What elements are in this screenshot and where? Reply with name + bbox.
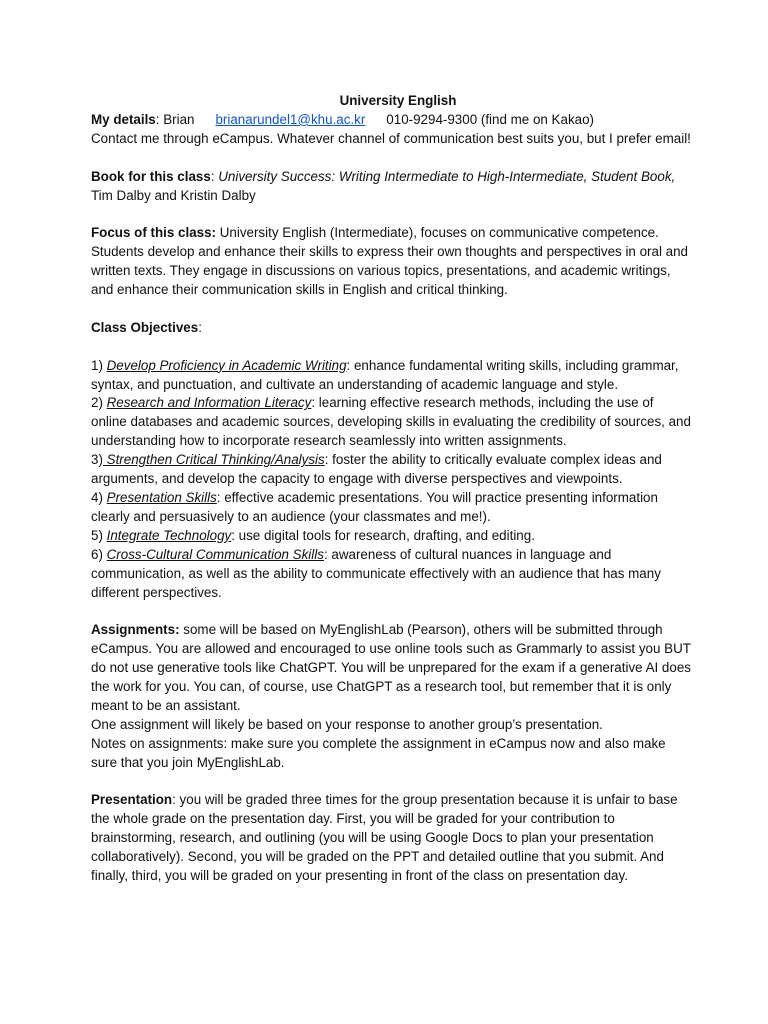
details-sep: : — [155, 111, 164, 127]
objective-item-5 — [91, 527, 691, 546]
objective-title: Develop Proficiency in Academic Writing — [106, 357, 347, 373]
phone-number: 010-9294-9300 (find me on Kakao) — [386, 111, 594, 127]
details-line — [91, 111, 691, 130]
book-sep: : — [210, 168, 219, 184]
objective-text: : foster the ability to critically evaluate complex ideas and arguments, and develop the capacity to engage with diverse perspectives and viewpoints. — [91, 452, 662, 487]
objective-item-1 — [91, 357, 691, 395]
objective-text: : enhance fundamental writing skills, including grammar, syntax, and punctuation, and cultivate an understanding of academic language and style. — [91, 357, 679, 392]
objectives-colon: : — [198, 319, 202, 335]
details-label: My details — [91, 111, 156, 127]
presentation-label: Presentation — [91, 792, 173, 808]
objectives-heading — [91, 319, 691, 338]
assignments-label: Assignments: — [91, 622, 180, 638]
book-title: University Success: Writing Intermediate to High-Intermediate, Student Book, — [218, 168, 676, 184]
objective-text: : learning effective research methods, including the use of online databases and academic sources, developing skills in evaluating the credibility of sources, and understanding how to incorporate research seamlessly into written assignments. — [91, 395, 691, 449]
objectives-label: Class Objectives — [91, 319, 199, 335]
objective-number: 6) — [91, 546, 107, 562]
objective-number: 1) — [91, 357, 107, 373]
objective-number: 3) — [91, 452, 103, 468]
objective-number: 5) — [91, 527, 107, 543]
focus-paragraph — [91, 224, 691, 300]
focus-text: University English (Intermediate), focuses on communicative competence. Students develop and enhance their skills to express their own thoughts and perspectives in oral and written texts. They engage in discussions on various topics, presentations, and academic writings, and enhance their communication skills in English and critical thinking. — [91, 225, 688, 298]
book-label: Book for this class — [91, 168, 211, 184]
objective-title: Research and Information Literacy — [106, 395, 312, 411]
instructor-name: Brian — [163, 111, 195, 127]
objective-item-6 — [91, 546, 691, 603]
objective-item-2 — [91, 394, 691, 451]
assignments-line-3: Notes on assignments: make sure you complete the assignment in eCampus now and also make sure that you join MyEnglishLab. — [91, 735, 666, 770]
objective-title: Strengthen Critical Thinking/Analysis — [102, 452, 325, 468]
objective-title: Presentation Skills — [106, 489, 217, 505]
assignments-line-2: One assignment will likely be based on your response to another group’s presentation. — [91, 716, 603, 732]
objective-title: Integrate Technology — [106, 527, 232, 543]
assignments-paragraph — [91, 621, 691, 716]
objective-number: 2) — [91, 395, 107, 411]
focus-label: Focus of this class: — [91, 225, 217, 241]
objective-text: : awareness of cultural nuances in language and communication, as well as the ability to communicate effectively with an audience that has many different perspectives. — [91, 546, 661, 600]
document-page — [91, 92, 691, 886]
objective-number: 4) — [91, 489, 107, 505]
objective-title: Cross-Cultural Communication Skills — [106, 546, 324, 562]
presentation-text: : you will be graded three times for the group presentation because it is unfair to base the whole grade on the presentation day. First, you will be graded for your contribution to brainstorming, research, and outlining (you will be using Google Docs to plan your presentation collaboratively). Second, you will be graded on the PPT and detailed outline that you submit. And finally, third, you will be graded on your presenting in front of the class on presentation day. — [91, 792, 678, 884]
book-authors: Tim Dalby and Kristin Dalby — [91, 187, 256, 203]
objective-text: : use digital tools for research, drafting, and editing. — [231, 527, 535, 543]
assignments-text: some will be based on MyEnglishLab (Pearson), others will be submitted through eCampus. You are allowed and encouraged to use online tools such as Grammarly to assist you BUT do not use generative tools like ChatGPT. You will be unprepared for the exam if a generative AI does the work for you. You can, of course, use ChatGPT as a research tool, but remember that it is only meant to be an assistant. — [91, 622, 691, 713]
book-paragraph — [91, 168, 691, 206]
objective-text: : effective academic presentations. You will practice presenting information clearly and persuasively to an audience (your classmates and me!). — [91, 489, 658, 524]
presentation-paragraph — [91, 791, 691, 886]
objective-item-4 — [91, 489, 691, 527]
email-link[interactable]: brianarundel1@khu.ac.kr — [215, 111, 366, 127]
objective-item-3 — [91, 451, 691, 489]
contact-note: Contact me through eCampus. Whatever channel of communication best suits you, but I prefer email! — [91, 130, 691, 146]
page-title: University English — [339, 93, 457, 108]
